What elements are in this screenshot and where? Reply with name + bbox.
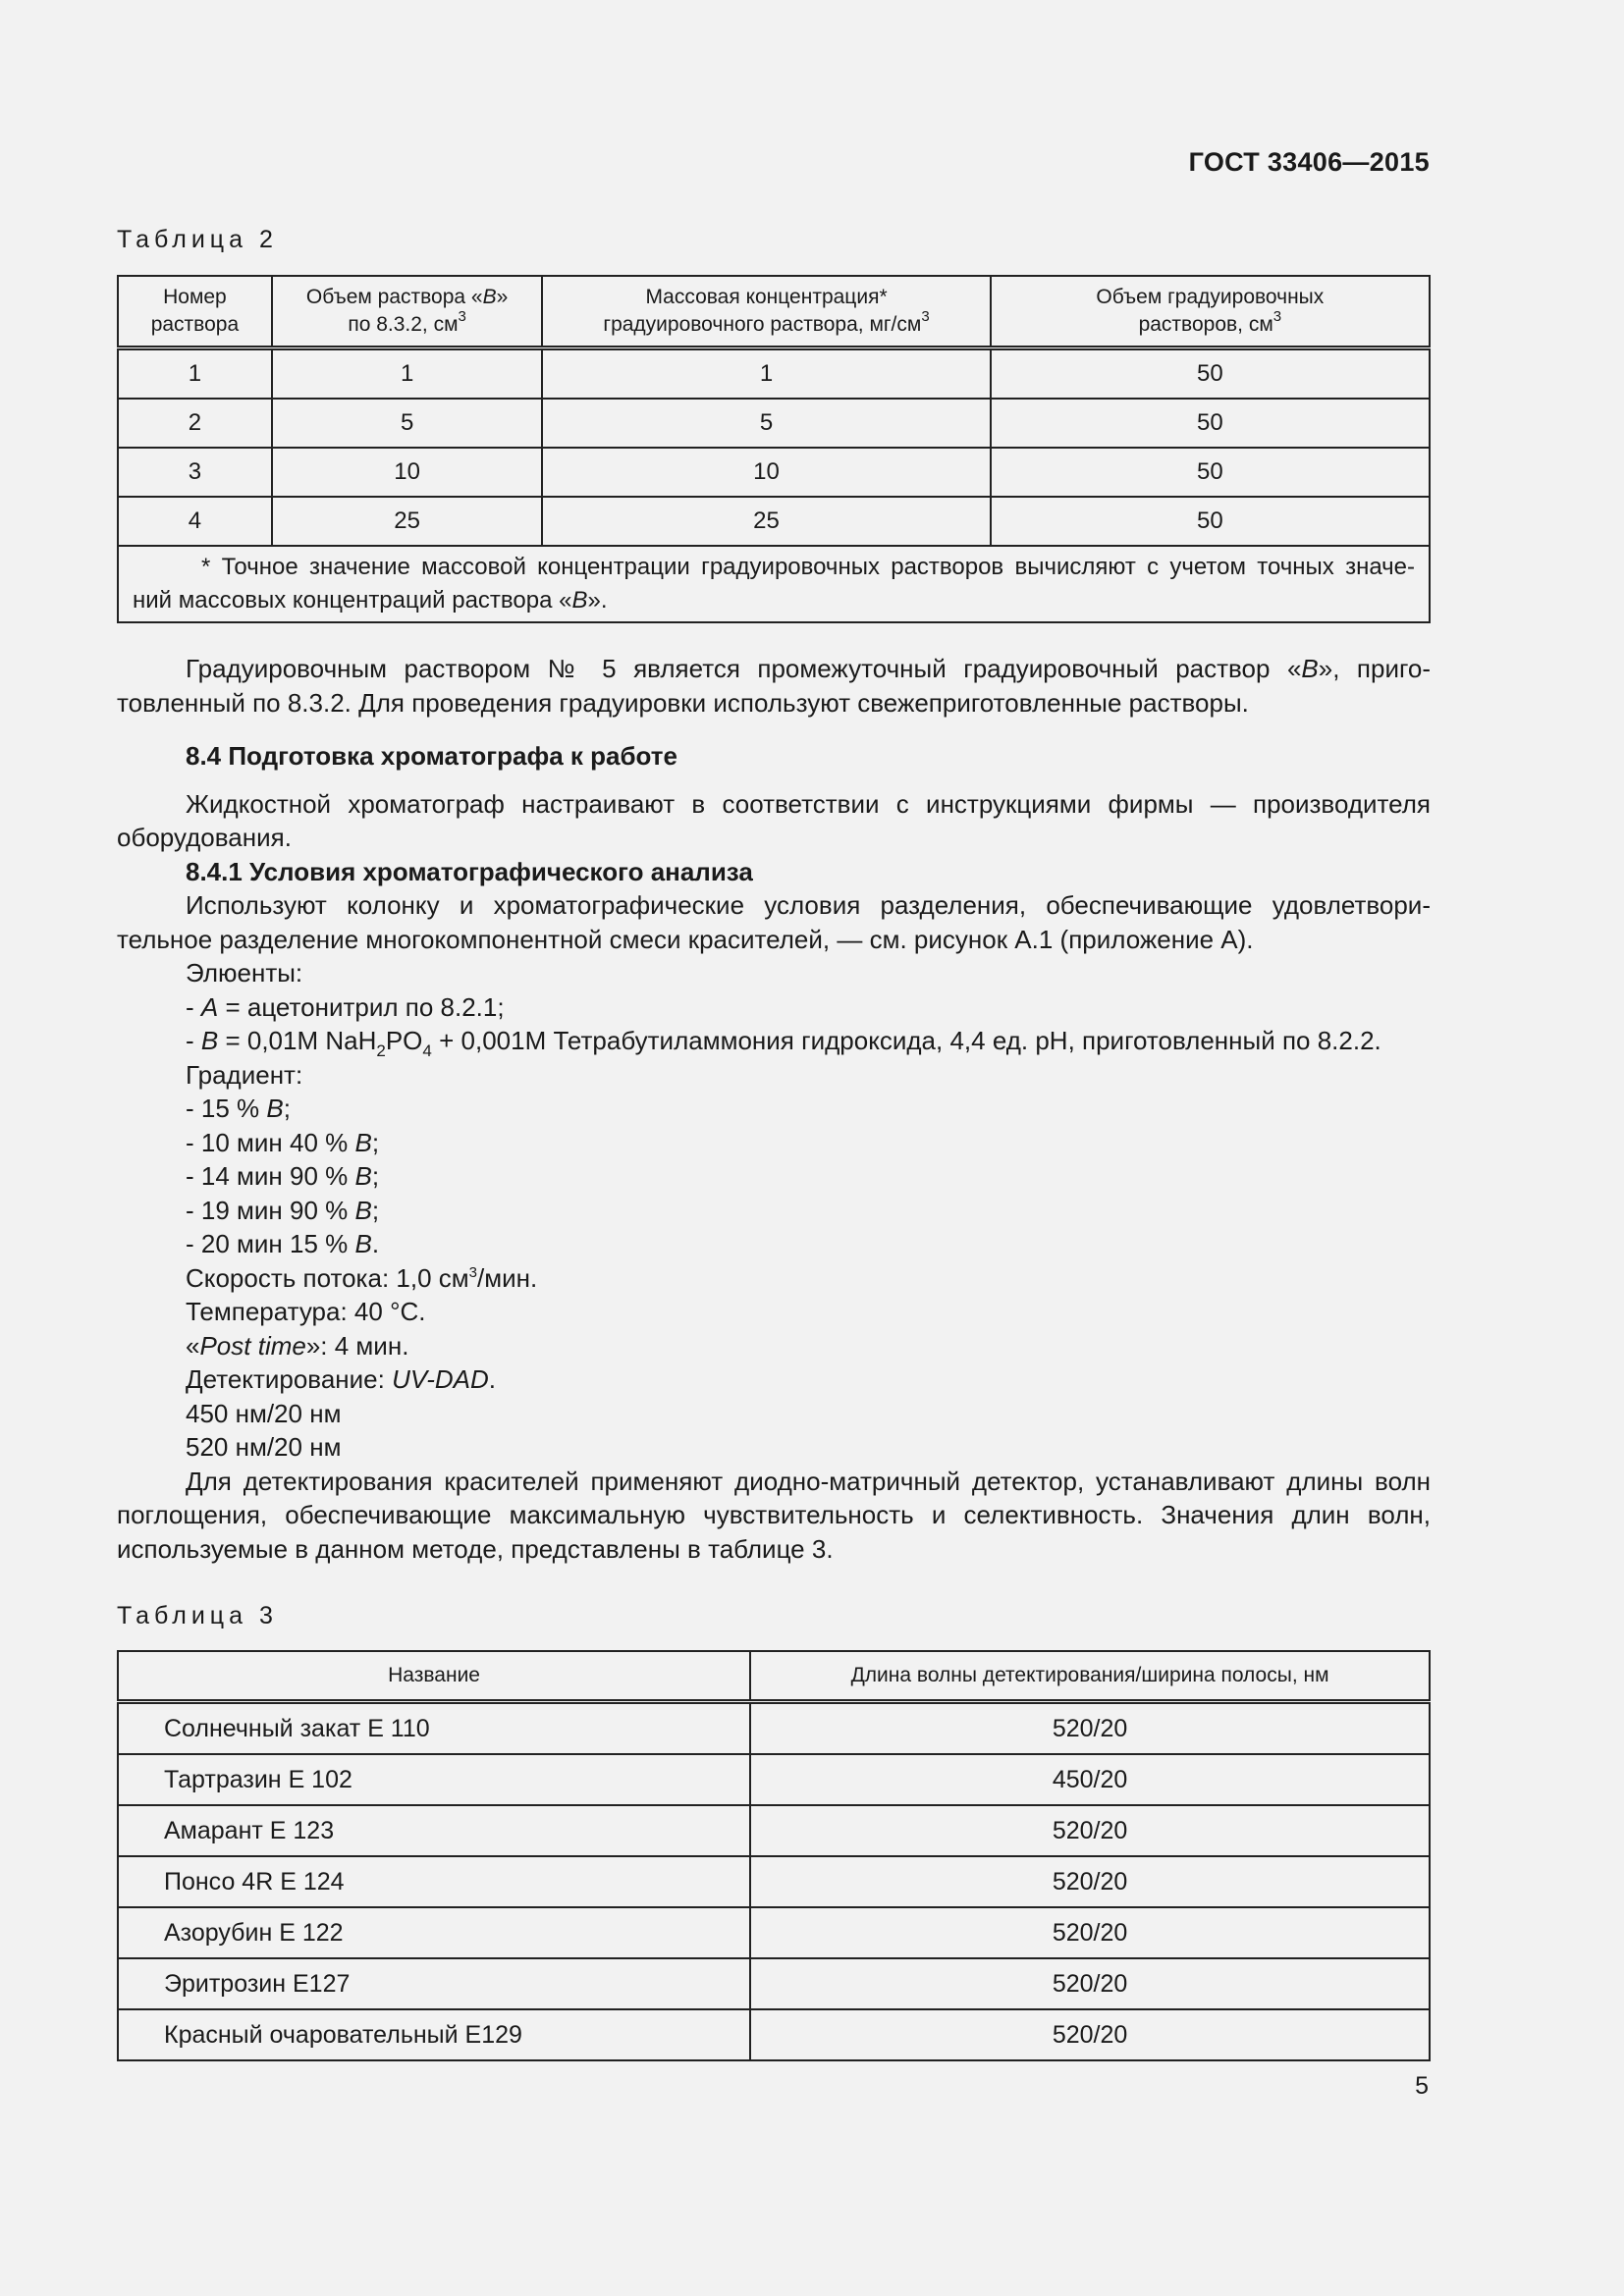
- table-cell: 520/20: [750, 1907, 1430, 1958]
- table-cell: 50: [991, 448, 1430, 497]
- table-cell: 5: [542, 399, 990, 448]
- eluent-b: - B = 0,01М $NaH_2PO_4 + 0,001М$ Тетрабутиламмония гидроксида, 4,4 ед. рН, приготовленный по 8.2.2.: [186, 1026, 1381, 1060]
- table-row: [118, 497, 1430, 546]
- table3-caption: Таблица 3: [117, 1602, 278, 1629]
- page-number: 5: [1415, 2072, 1429, 2100]
- table-cell: 520/20: [750, 2009, 1430, 2060]
- document-header: ГОСТ 33406—2015: [1188, 147, 1430, 177]
- table-cell: 520/20: [750, 1702, 1430, 1755]
- table-cell: Понсо 4R Е 124: [118, 1856, 750, 1907]
- table-cell: 450/20: [750, 1754, 1430, 1805]
- eluents-label: Элюенты:: [186, 958, 303, 988]
- gradient-step: - 20 мин 15 % B.: [186, 1229, 380, 1258]
- table-cell: Азорубин Е 122: [118, 1907, 750, 1958]
- table-cell: 4: [118, 497, 272, 546]
- table-cell: 3: [118, 448, 272, 497]
- section-heading-8-4: 8.4 Подготовка хроматографа к работе: [186, 741, 677, 771]
- table-cell: 1: [272, 348, 543, 400]
- table-cell: Красный очаровательный Е129: [118, 2009, 750, 2060]
- table2-col-volume-grad: Объем градуировочных растворов, $см^3$: [991, 276, 1430, 348]
- table-cell: 1: [118, 348, 272, 400]
- table-cell: Солнечный закат Е 110: [118, 1702, 750, 1755]
- body-text: [117, 652, 1431, 1566]
- flow-rate: Скорость потока: 1,0 $см^3$/мин.: [186, 1262, 538, 1293]
- detection: Детектирование: UV-DAD.: [186, 1364, 497, 1394]
- table2-col-volume-b: Объем раствора «B» по 8.3.2, $см^3$: [272, 276, 543, 348]
- table-cell: 5: [272, 399, 543, 448]
- table-row: [118, 1805, 1430, 1856]
- temperature: Температура: 40 °С.: [186, 1297, 426, 1326]
- paragraph-setup: Жидкостной хроматограф настраивают в соответствии с инструкциями фирмы — производителя оборудования.: [117, 788, 1431, 852]
- paragraph-detector: Для детектирования красителей применяют диодно-матричный детектор, устанавливают длины волн поглощения, обеспечивающие максимальную чувствительность и селективность. Значения длин волн, используемые в данном методе, представлены в таблице 3.: [117, 1466, 1431, 1564]
- section-heading-8-4-1: 8.4.1 Условия хроматографического анализа: [186, 856, 753, 886]
- table-row: [118, 1702, 1430, 1755]
- post-time: «Post time»: 4 мин.: [186, 1330, 409, 1361]
- table-cell: 2: [118, 399, 272, 448]
- eluent-a: - A = ацетонитрил по 8.2.1;: [186, 991, 505, 1022]
- paragraph-conditions: Используют колонку и хроматографические условия разделения, обеспечивающие удовлетвори-тельное разделение многокомпонентной смеси красителей, — см. рисунок А.1 (приложение А).: [117, 890, 1431, 954]
- table3-col-name: Название: [118, 1651, 750, 1702]
- table-cell: Амарант Е 123: [118, 1805, 750, 1856]
- gradient-label: Градиент:: [186, 1059, 303, 1090]
- table-cell: 50: [991, 348, 1430, 400]
- gradient-step: - 14 мин 90 % B;: [186, 1161, 380, 1191]
- table-row: [118, 1958, 1430, 2009]
- gradient-step: - 19 мин 90 % B;: [186, 1195, 380, 1225]
- table2-footnote-row: [118, 546, 1430, 622]
- table-cell: 520/20: [750, 1805, 1430, 1856]
- table-cell: 10: [272, 448, 543, 497]
- table-cell: 25: [542, 497, 990, 546]
- table-cell: 50: [991, 497, 1430, 546]
- table-row: [118, 2009, 1430, 2060]
- table-cell: 520/20: [750, 1856, 1430, 1907]
- gradient-step: - 15 % B;: [186, 1094, 291, 1123]
- table-cell: 1: [542, 348, 990, 400]
- paragraph-grad-solution: Градуировочным раствором № 5 является промежуточный градуировочный раствор «B», приго-товленный по 8.3.2. Для проведения градуировки используют свежеприготовленные растворы.: [117, 654, 1432, 718]
- table-cell: 10: [542, 448, 990, 497]
- table2-header-row: [118, 276, 1430, 348]
- table3-header-row: [118, 1651, 1430, 1702]
- table-row: [118, 1856, 1430, 1907]
- table3-col-wavelength: Длина волны детектирования/ширина полосы, нм: [750, 1651, 1430, 1702]
- table-cell: 25: [272, 497, 543, 546]
- gradient-step: - 10 мин 40 % B;: [186, 1127, 380, 1157]
- table-cell: Эритрозин Е127: [118, 1958, 750, 2009]
- table-row: [118, 1907, 1430, 1958]
- table-row: [118, 348, 1430, 400]
- table2-col-concentration: Массовая концентрация* градуировочного раствора, $мг/см^3$: [542, 276, 990, 348]
- table2-footnote: * Точное значение массовой концентрации градуировочных растворов вычисляют с учетом точных значе- ний массовых концентраций раствора «B».: [118, 546, 1430, 622]
- wavelength-2: 520 нм/20 нм: [186, 1432, 342, 1462]
- table2: [117, 275, 1431, 623]
- table2-caption: Таблица 2: [117, 226, 278, 253]
- table-row: [118, 399, 1430, 448]
- table-cell: 520/20: [750, 1958, 1430, 2009]
- table-row: [118, 448, 1430, 497]
- wavelength-1: 450 нм/20 нм: [186, 1398, 342, 1428]
- table-row: [118, 1754, 1430, 1805]
- table-cell: 50: [991, 399, 1430, 448]
- table3: [117, 1650, 1431, 2061]
- table2-col-number: Номер раствора: [118, 276, 272, 348]
- table-cell: Тартразин Е 102: [118, 1754, 750, 1805]
